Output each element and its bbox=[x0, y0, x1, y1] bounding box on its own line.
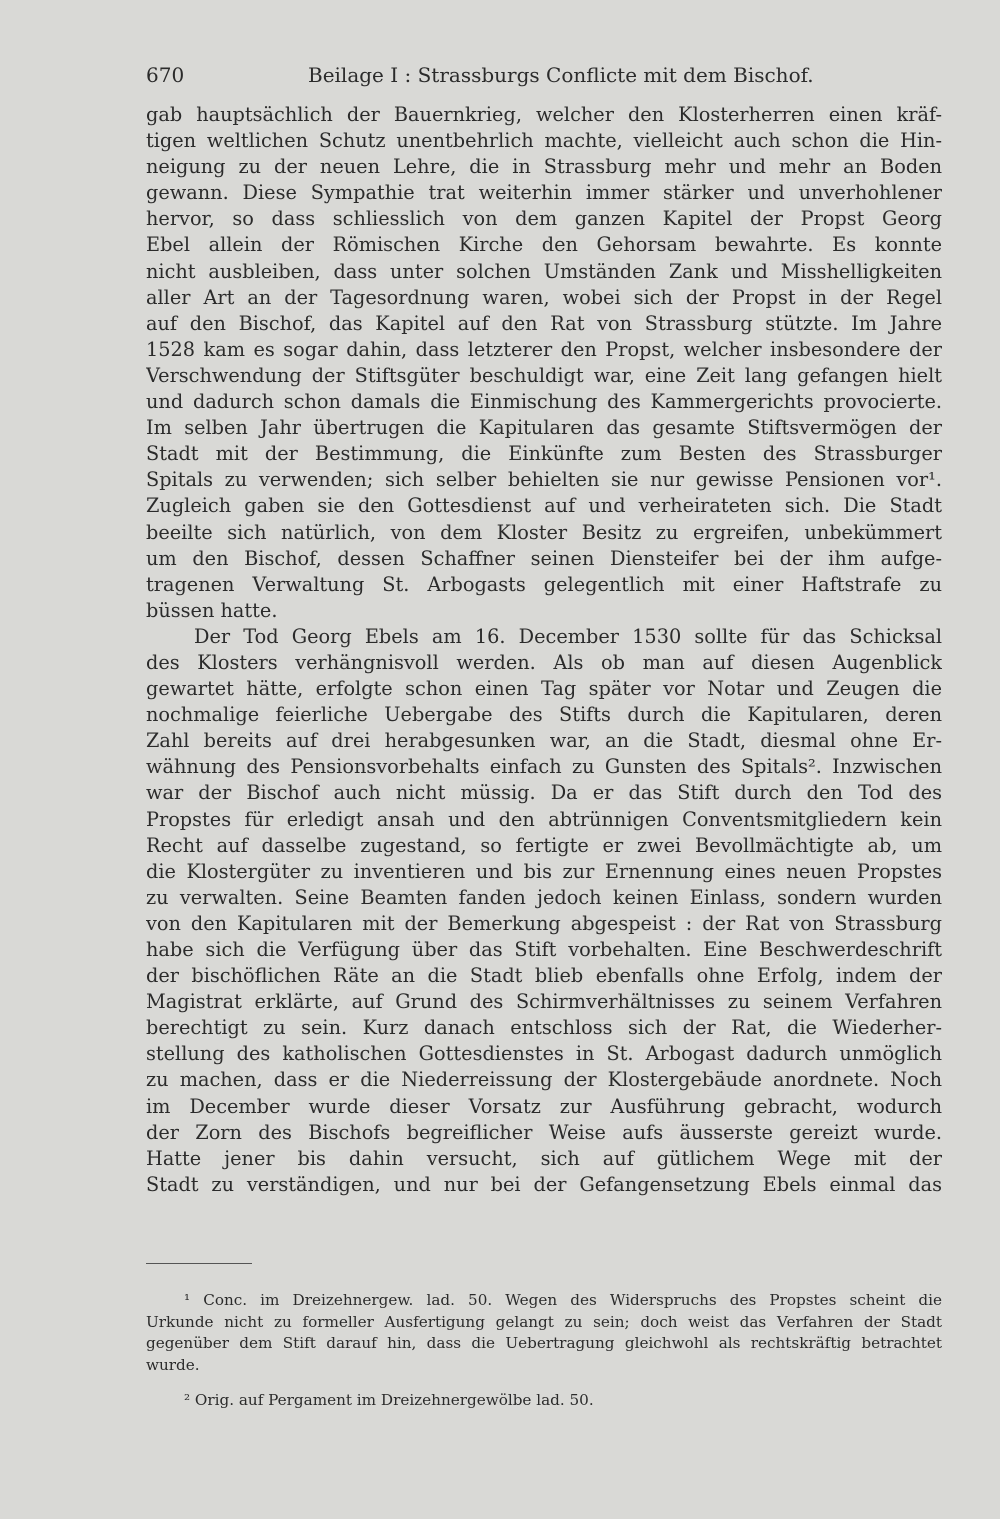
body-line: zu verwalten. Seine Beamten fanden jedoch keinen Einlass, sondern wurden bbox=[146, 885, 942, 909]
body-line: war der Bischof auch nicht müssig. Da er das Stift durch den Tod des bbox=[146, 781, 942, 805]
body-line: Stadt mit der Bestimmung, die Einkünfte zum Besten des Strassburger bbox=[146, 442, 942, 466]
page-header bbox=[146, 60, 946, 90]
body-line: aller Art an der Tagesordnung waren, wobei sich der Propst in der Regel bbox=[146, 285, 942, 309]
body-line: stellung des katholischen Gottesdienstes in St. Arbogast dadurch unmöglich bbox=[146, 1042, 942, 1066]
body-line: tragenen Verwaltung St. Arbogasts gelegentlich mit einer Haftstrafe zu bbox=[146, 572, 942, 596]
body-line: wähnung des Pensionsvorbehalts einfach zu Gunsten des Spitals². Inzwischen bbox=[146, 755, 942, 779]
body-line: Recht auf dasselbe zugestand, so fertigte er zwei Bevollmächtigte ab, um bbox=[146, 833, 942, 857]
body-line: Propstes für erledigt ansah und den abtrünnigen Conventsmitgliedern kein bbox=[146, 807, 942, 831]
body-line: büssen hatte. bbox=[146, 598, 278, 622]
footnotes bbox=[146, 1290, 942, 1412]
footnote-1-line: ¹ Conc. im Dreizehnergew. lad. 50. Wegen des Widerspruchs des Propstes scheint die bbox=[184, 1291, 942, 1309]
body-line: hervor, so dass schliesslich von dem ganzen Kapitel der Propst Georg bbox=[146, 207, 942, 231]
body-line: Im selben Jahr übertrugen die Kapitularen das gesamte Stiftsvermögen der bbox=[146, 416, 942, 440]
footnote-1-line: wurde. bbox=[146, 1355, 200, 1374]
body-line: neigung zu der neuen Lehre, die in Strassburg mehr und mehr an Boden bbox=[146, 155, 942, 179]
footnote-1-line: Urkunde nicht zu formeller Ausfertigung gelangt zu sein; doch weist das Verfahren der Stadt bbox=[146, 1312, 942, 1331]
body-line: im December wurde dieser Vorsatz zur Ausführung gebracht, wodurch bbox=[146, 1094, 942, 1118]
body-line: habe sich die Verfügung über das Stift vorbehalten. Eine Beschwerdeschrift bbox=[146, 938, 942, 961]
body-line: auf den Bischof, das Kapitel auf den Rat von Strassburg stützte. Im Jahre bbox=[146, 311, 942, 335]
body-line: der Zorn des Bischofs begreiflicher Weise aufs äusserste gereizt wurde. bbox=[146, 1120, 942, 1144]
body-line: beeilte sich natürlich, von dem Kloster Besitz zu ergreifen, unbekümmert bbox=[146, 520, 942, 544]
body-line: zu machen, dass er die Niederreissung der Klostergebäude anordnete. Noch bbox=[146, 1068, 942, 1092]
footnote-1-line: gegenüber dem Stift darauf hin, dass die Uebertragung gleichwohl als rechtskräftig betrachtet bbox=[146, 1334, 942, 1353]
body-line: berechtigt zu sein. Kurz danach entschloss sich der Rat, die Wiederher- bbox=[146, 1016, 942, 1040]
body-line: Ebel allein der Römischen Kirche den Gehorsam bewahrte. Es konnte bbox=[146, 233, 942, 257]
body-line: Stadt zu verständigen, und nur bei der Gefangensetzung Ebels einmal das bbox=[146, 1172, 942, 1196]
body-line: nochmalige feierliche Uebergabe des Stifts durch die Kapitularen, deren bbox=[146, 703, 942, 727]
page-number: 670 bbox=[146, 63, 185, 87]
body-line: der bischöflichen Räte an die Stadt blieb ebenfalls ohne Erfolg, indem der bbox=[146, 964, 942, 988]
body-line: die Klostergüter zu inventieren und bis zur Ernennung eines neuen Propstes bbox=[146, 859, 942, 883]
footnote-2: ² Orig. auf Pergament im Dreizehnergewölbe lad. 50. bbox=[184, 1391, 594, 1410]
body-line: Magistrat erklärte, auf Grund des Schirmverhältnisses zu seinem Verfahren bbox=[146, 990, 942, 1014]
body-line: gewann. Diese Sympathie trat weiterhin immer stärker und unverhohlener bbox=[146, 181, 942, 205]
footnote-separator bbox=[146, 1263, 252, 1264]
body-line: gab hauptsächlich der Bauernkrieg, welcher den Klosterherren einen kräf- bbox=[146, 103, 942, 126]
running-head: Beilage I : Strassburgs Conflicte mit dem Bischof. bbox=[308, 63, 814, 87]
body-line: 1528 kam es sogar dahin, dass letzterer den Propst, welcher insbesondere der bbox=[146, 337, 942, 361]
body-line: gewartet hätte, erfolgte schon einen Tag später vor Notar und Zeugen die bbox=[146, 677, 942, 701]
body-line: und dadurch schon damals die Einmischung des Kammergerichts provocierte. bbox=[146, 390, 942, 414]
body-line: Zugleich gaben sie den Gottesdienst auf und verheirateten sich. Die Stadt bbox=[146, 494, 942, 518]
body-line: Spitals zu verwenden; sich selber behielten sie nur gewisse Pensionen vor¹. bbox=[146, 468, 942, 492]
body-line: nicht ausbleiben, dass unter solchen Umständen Zank und Misshelligkeiten bbox=[146, 259, 942, 283]
body-line: des Klosters verhängnisvoll werden. Als ob man auf diesen Augenblick bbox=[146, 650, 942, 674]
body-line: Hatte jener bis dahin versucht, sich auf gütlichem Wege mit der bbox=[146, 1146, 942, 1170]
body-line: Verschwendung der Stiftsgüter beschuldigt war, eine Zeit lang gefangen hielt bbox=[146, 363, 942, 387]
body-line: tigen weltlichen Schutz unentbehrlich machte, vielleicht auch schon die Hin- bbox=[146, 129, 942, 153]
body-line: von den Kapitularen mit der Bemerkung abgespeist : der Rat von Strassburg bbox=[146, 911, 942, 935]
body-text bbox=[146, 102, 942, 1198]
body-line: Zahl bereits auf drei herabgesunken war, an die Stadt, diesmal ohne Er- bbox=[146, 729, 942, 753]
paragraph-start-line: Der Tod Georg Ebels am 16. December 1530 sollte für das Schicksal bbox=[194, 624, 942, 648]
body-line: um den Bischof, dessen Schaffner seinen Diensteifer bei der ihm aufge- bbox=[146, 546, 942, 570]
